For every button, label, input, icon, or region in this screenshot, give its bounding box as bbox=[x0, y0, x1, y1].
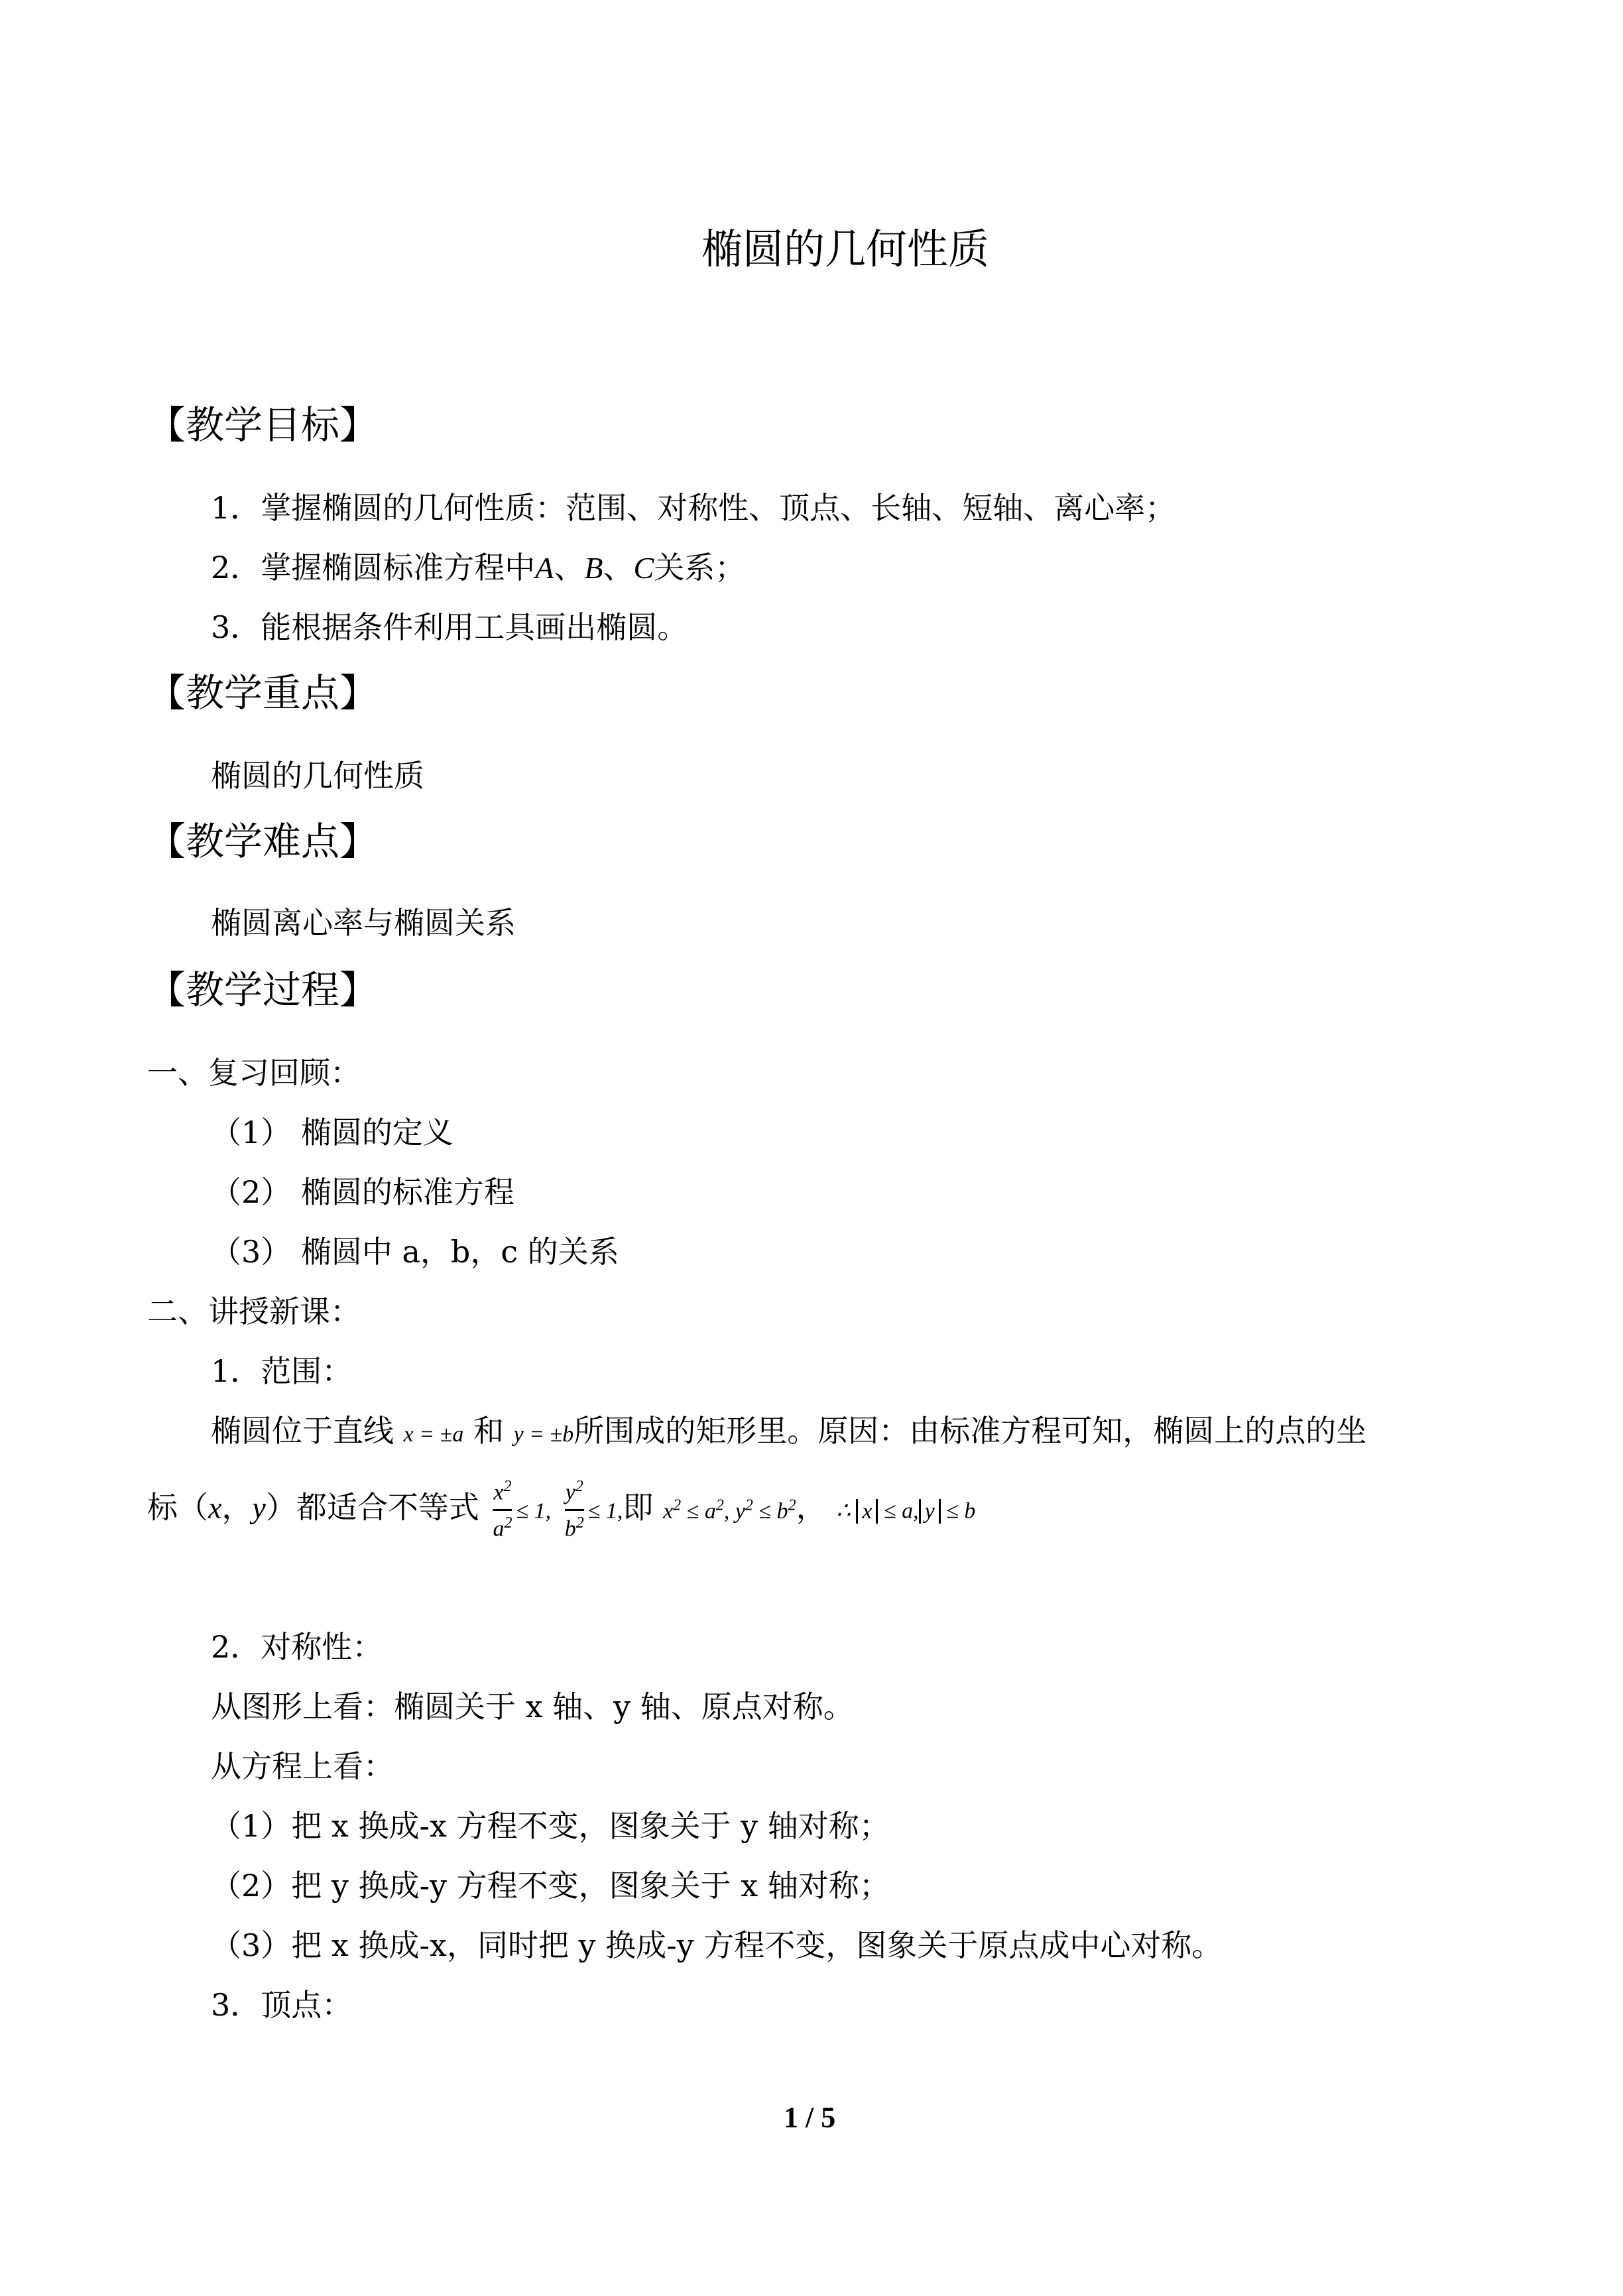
goal-1: 1．掌握椭圆的几何性质：范围、对称性、顶点、长轴、短轴、离心率； bbox=[211, 490, 1176, 526]
ineq-a-exponent: 2 bbox=[715, 1496, 724, 1514]
symmetry-graph: 从图形上看：椭圆关于 x 轴、y 轴、原点对称。 bbox=[211, 1689, 854, 1724]
goal-2-var-c: C bbox=[633, 551, 654, 585]
fraction-a2-denominator bbox=[493, 1514, 512, 1543]
ineq-b-exponent: 2 bbox=[788, 1496, 796, 1514]
review-item-2: （2） 椭圆的标准方程 bbox=[211, 1174, 514, 1210]
symmetry-item-1: （1）把 x 换成-x 方程不变，图象关于 y 轴对称； bbox=[211, 1808, 890, 1844]
fullwidth-comma: ， bbox=[796, 1489, 827, 1526]
coord-comma: ， bbox=[221, 1489, 253, 1526]
ineq-x: x bbox=[663, 1498, 674, 1524]
range-line-1-part-a: 椭圆位于直线 bbox=[211, 1413, 394, 1449]
absolute-value-inequality bbox=[836, 1499, 975, 1524]
difficulty-text: 椭圆离心率与椭圆关系 bbox=[211, 905, 516, 941]
coord-x: x bbox=[208, 1490, 222, 1525]
fraction-x2-over-a2 bbox=[493, 1477, 512, 1543]
leq-one-2: ≤ 1, bbox=[587, 1498, 623, 1524]
section-heading-goals: 【教学目标】 bbox=[147, 402, 379, 448]
numerator-x-exponent: 2 bbox=[503, 1478, 512, 1495]
numerator-y: y bbox=[565, 1480, 575, 1505]
coord-y: y bbox=[252, 1490, 266, 1525]
goal-2-var-a: A bbox=[535, 551, 554, 585]
ji-text: 即 bbox=[623, 1489, 654, 1526]
goal-2 bbox=[211, 544, 745, 587]
section-heading-focus: 【教学重点】 bbox=[147, 670, 379, 715]
page-title: 椭圆的几何性质 bbox=[701, 225, 990, 273]
range-heading: 1．范围： bbox=[211, 1353, 353, 1389]
ineq-x-exponent: 2 bbox=[673, 1496, 682, 1514]
goal-2-separator-1: 、 bbox=[554, 550, 585, 585]
range-line-2-prefix: 标（ bbox=[147, 1489, 208, 1526]
goal-2-separator-2: 、 bbox=[603, 550, 634, 585]
symmetry-item-2: （2）把 y 换成-y 方程不变，图象关于 x 轴对称； bbox=[211, 1868, 890, 1903]
leq-one-1: ≤ 1, bbox=[516, 1498, 552, 1524]
fraction-bar bbox=[565, 1509, 584, 1511]
fraction-y2-numerator bbox=[565, 1477, 584, 1506]
review-item-3: （3） 椭圆中 a，b，c 的关系 bbox=[211, 1234, 619, 1270]
numerator-y-exponent: 2 bbox=[575, 1478, 583, 1495]
ineq-y-exponent: 2 bbox=[745, 1496, 753, 1514]
range-line-2 bbox=[147, 1477, 975, 1543]
fraction-x2-numerator bbox=[493, 1477, 512, 1506]
goal-2-suffix: 关系； bbox=[654, 550, 746, 585]
section-heading-process: 【教学过程】 bbox=[147, 967, 379, 1012]
denominator-b-exponent: 2 bbox=[575, 1514, 584, 1532]
symmetry-equation: 从方程上看： bbox=[211, 1748, 394, 1784]
inequality-squares bbox=[663, 1496, 796, 1524]
review-item-1: （1） 椭圆的定义 bbox=[211, 1115, 453, 1150]
goal-2-var-b: B bbox=[584, 551, 603, 585]
goal-2-prefix: 2．掌握椭圆标准方程中 bbox=[211, 550, 536, 585]
section-heading-difficulty: 【教学难点】 bbox=[147, 819, 379, 864]
equation-y-pm-b: y = ±b bbox=[513, 1422, 574, 1447]
range-line-1 bbox=[211, 1407, 1366, 1451]
range-line-2-text: ）都适合不等式 bbox=[265, 1489, 479, 1526]
ineq-le-b: ≤ b bbox=[752, 1498, 788, 1524]
range-line-1-part-b: 和 bbox=[473, 1413, 504, 1449]
denominator-b: b bbox=[564, 1516, 576, 1541]
range-line-1-part-c: 所围成的矩形里。原因：由标准方程可知，椭圆上的点的坐 bbox=[573, 1413, 1367, 1449]
numerator-x: x bbox=[493, 1480, 504, 1505]
focus-text: 椭圆的几何性质 bbox=[211, 758, 424, 794]
abs-le-a: ≤ a, bbox=[878, 1498, 919, 1524]
review-heading: 一、复习回顾： bbox=[147, 1055, 361, 1091]
symmetry-item-3: （3）把 x 换成-x，同时把 y 换成-y 方程不变，图象关于原点成中心对称。 bbox=[211, 1927, 1223, 1963]
abs-le-b: ≤ b bbox=[940, 1498, 976, 1524]
vertex-heading: 3．顶点： bbox=[211, 1987, 353, 2023]
denominator-a-exponent: 2 bbox=[504, 1514, 512, 1532]
symmetry-heading: 2．对称性： bbox=[211, 1629, 383, 1665]
fraction-b2-denominator bbox=[565, 1514, 584, 1543]
fraction-y2-over-b2 bbox=[565, 1477, 584, 1543]
abs-y: y bbox=[919, 1499, 941, 1524]
equation-x-pm-a: x = ±a bbox=[403, 1422, 464, 1447]
ineq-le-a: ≤ a bbox=[681, 1498, 716, 1524]
goal-3: 3．能根据条件利用工具画出椭圆。 bbox=[211, 609, 688, 645]
ineq-comma-y: , y bbox=[723, 1498, 745, 1524]
lesson-heading: 二、讲授新课： bbox=[147, 1294, 361, 1329]
abs-x: x bbox=[856, 1499, 878, 1524]
therefore-symbol: ∴ bbox=[836, 1498, 851, 1524]
page-number: 1 / 5 bbox=[784, 2101, 836, 2134]
denominator-a: a bbox=[493, 1516, 505, 1541]
fraction-bar bbox=[493, 1509, 512, 1511]
